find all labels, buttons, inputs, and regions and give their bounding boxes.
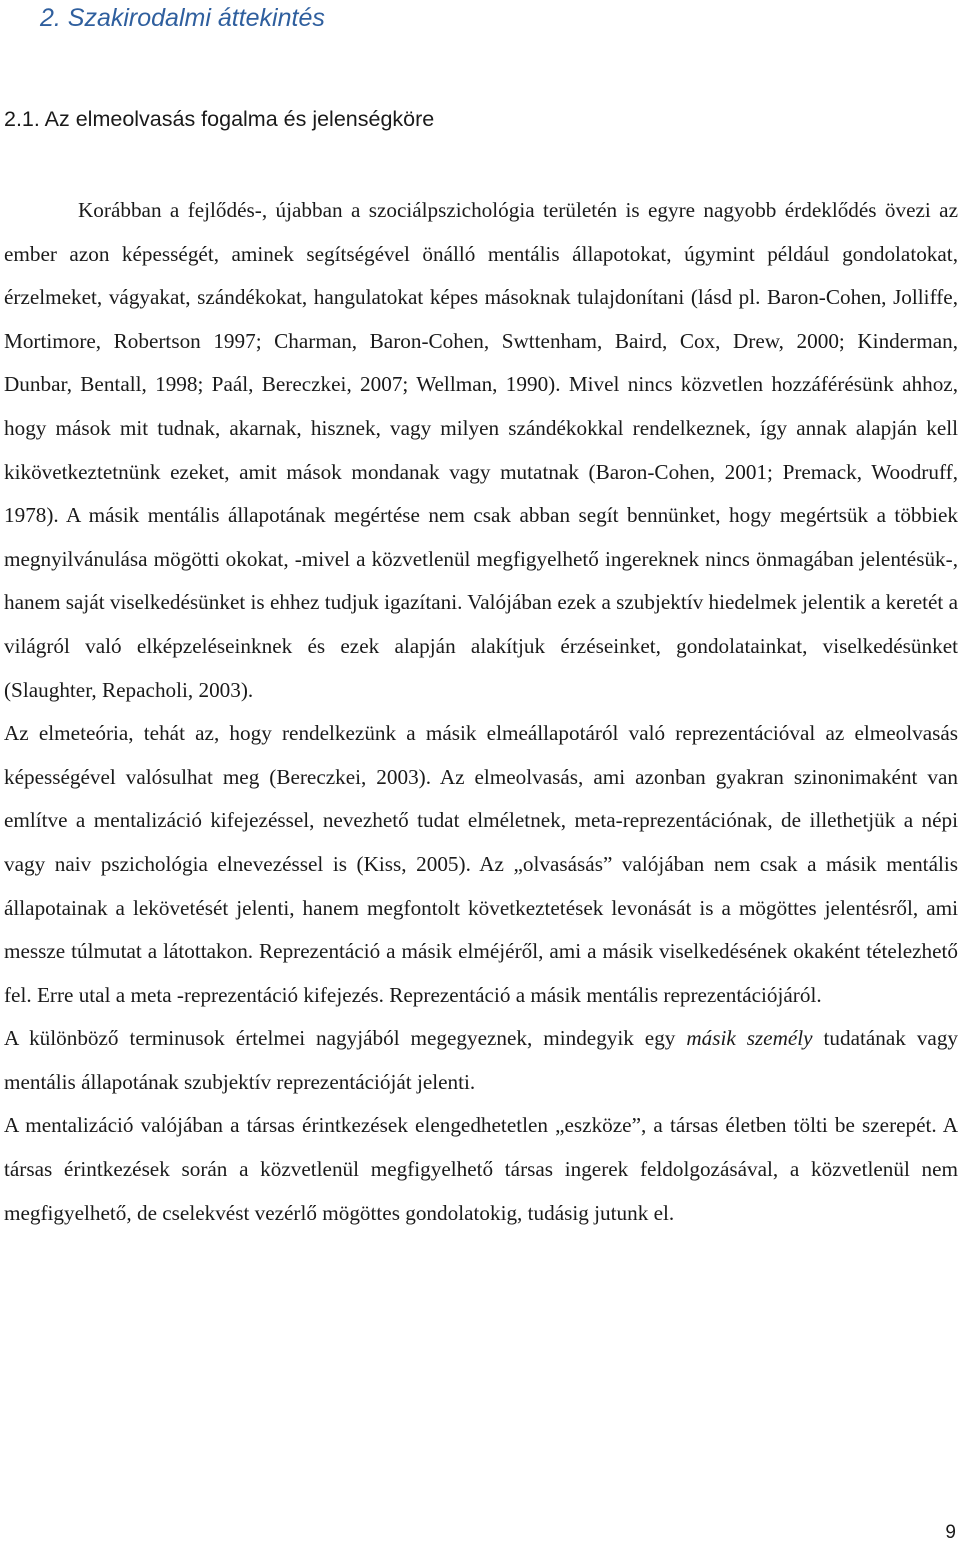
paragraph-2: Az elmeteória, tehát az, hogy rendelkezünk a másik elmeállapotáról való reprezentációval az elmeolvasás képességével valósulhat meg (Bereczkei, 2003). Az elmeolvasás, ami azonban gyakran szinonimaként van említve a mentalizáció kifejezéssel, nevezhető tudat elméletnek, meta-reprezentációnak, de illethetjük a népi vagy naiv pszichológia elnevezéssel is (Kiss, 2005). Az „olvasásás” valójában nem csak a másik mentális állapotainak a lekövetését jelenti, hanem megfontolt következtetések levonását is a mögöttes jelentésről, ami messze túlmutat a látottakon. Reprezentáció a másik elméjéről, ami a másik viselkedésének okaként tételezhető fel. Erre utal a meta -reprezentáció kifejezés. Reprezentáció a másik mentális reprezentációjáról. (4, 721, 958, 1007)
paragraph-3 (4, 1017, 958, 1104)
paragraph-3-text-start: A különböző terminusok értelmei nagyjából megegyeznek, mindegyik egy (4, 1026, 687, 1051)
section-title: 2.1. Az elmeolvasás fogalma és jelenségköre (4, 107, 435, 131)
body-text (4, 189, 958, 1235)
paragraph-3-emphasis: másik személy (686, 1026, 813, 1051)
paragraph-4: A mentalizáció valójában a társas érintkezések elengedhetetlen „eszköze”, a társas életben tölti be szerepét. A társas érintkezések során a közvetlenül megfigyelhető társas ingerek feldolgozásával, a közvetlenül nem megfigyelhető, de cselekvést vezérlő mögöttes gondolatokig, tudásig jutunk el. (4, 1113, 958, 1225)
chapter-title: 2. Szakirodalmi áttekintés (40, 4, 325, 32)
page-number: 9 (945, 1522, 956, 1543)
paragraph-1: Korábban a fejlődés-, újabban a szociálpszichológia területén is egyre nagyobb érdeklődés övezi az ember azon képességét, aminek segítségével önálló mentális állapotokat, úgymint például gondolatokat, érzelmeket, vágyakat, szándékokat, hangulatokat képes másoknak tulajdonítani (lásd pl. Baron-Cohen, Jolliffe, Mortimore, Robertson 1997; Charman, Baron-Cohen, Swttenham, Baird, Cox, Drew, 2000; Kinderman, Dunbar, Bentall, 1998; Paál, Bereczkei, 2007; Wellman, 1990). Mivel nincs közvetlen hozzáférésünk ahhoz, hogy mások mit tudnak, akarnak, hisznek, vagy milyen szándékokkal rendelkeznek, így annak alapján kell kikövetkeztetnünk ezeket, amit mások mondanak vagy mutatnak (Baron-Cohen, 2001; Premack, Woodruff, 1978). A másik mentális állapotának megértése nem csak abban segít bennünket, hogy megértsük a többiek megnyilvánulása mögötti okokat, -mivel a közvetlenül megfigyelhető ingereknek nincs önmagában jelentésük-, hanem saját viselkedésünket is ehhez tudjuk igazítani. Valójában ezek a szubjektív hiedelmek jelentik a keretét a világról való elképzeléseinknek és ezek alapján alakítjuk érzéseinket, gondolatainkat, viselkedésünket (Slaughter, Repacholi, 2003). (4, 198, 958, 702)
paragraph-3-text-end: tudatának vagy mentális állapotának szubjektív reprezentációját jelenti. (4, 1026, 959, 1094)
